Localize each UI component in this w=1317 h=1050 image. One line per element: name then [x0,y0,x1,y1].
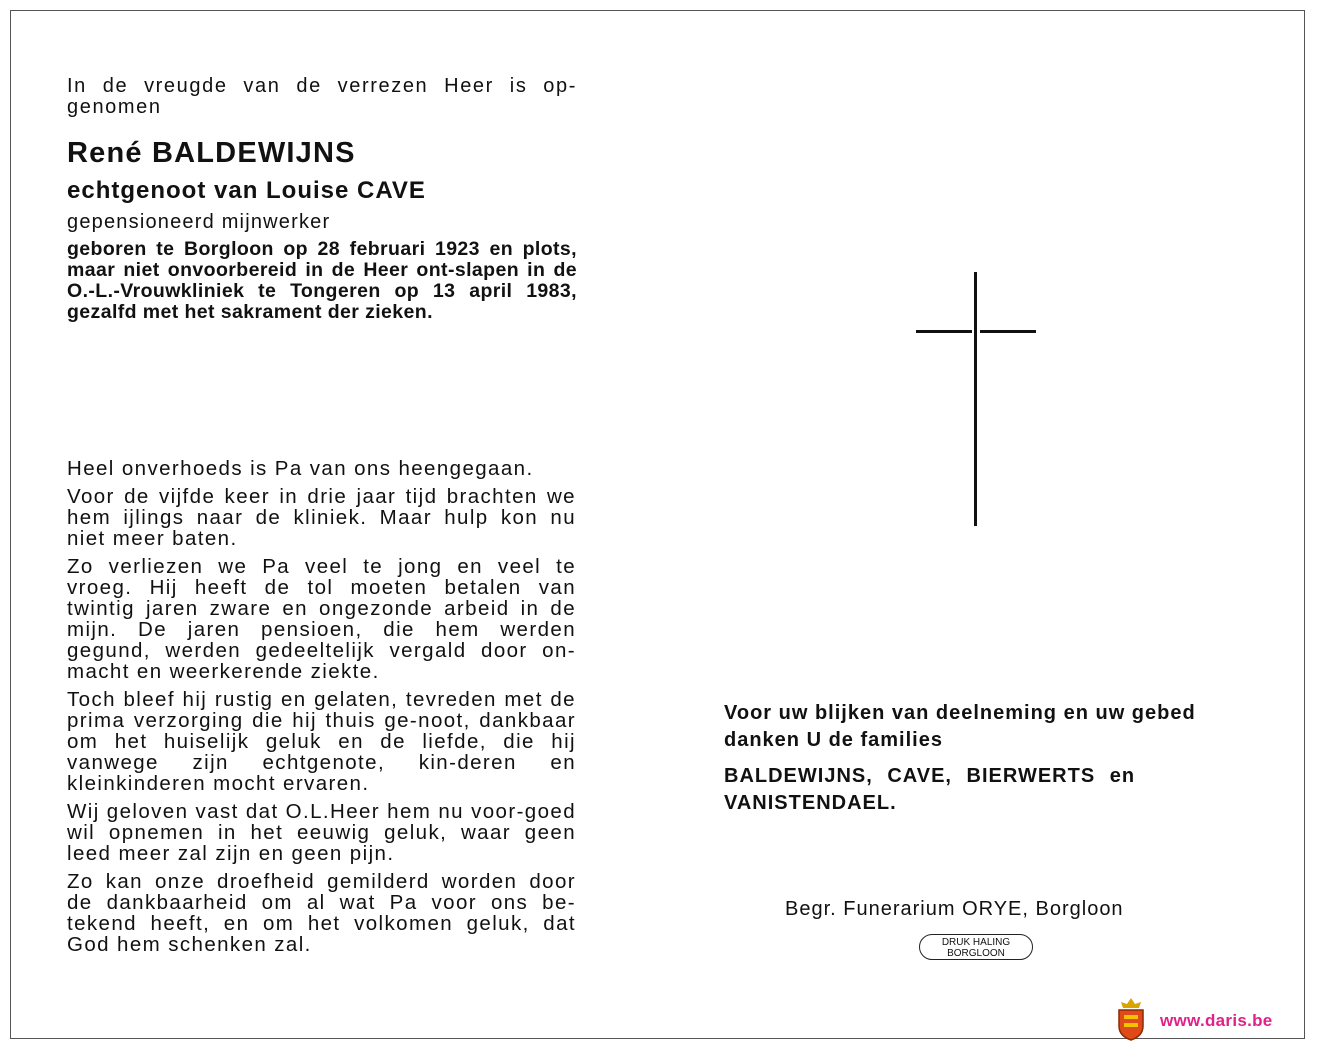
thanks-section [724,700,1244,817]
funeral-home-line: Begr. Funerarium ORYE, Borgloon [785,898,1124,920]
obituary-body [67,458,576,962]
intro-text: In de vreugde van de verrezen Heer is op-genomen [67,75,577,118]
body-paragraph: Heel onverhoeds is Pa van ons heengegaan. [67,457,534,480]
birth-death-text: geboren te Borgloon op 28 februari 1923 en plots, maar niet onvoorbereid in de Heer ont-slapen in de O.-L.-Vrouwkliniek te Tongeren op 13 april 1983, gezalfd met het sakrament der zieken. [67,238,577,323]
spouse-line: echtgenoot van Louise CAVE [67,177,426,204]
families-line: BALDEWIJNS, CAVE, BIERWERTS en VANISTENDAEL. [724,765,1136,814]
printer-town: BORGLOON [947,948,1005,959]
printer-stamp [919,934,1033,960]
cross-icon [916,272,1036,526]
body-paragraph: Toch bleef hij rustig en gelaten, tevreden met de prima verzorging die hij thuis ge-noot, dankbaar om het huiselijk geluk en de liefde, die hij vanwege zijn echtgenote, kin-deren en kleinkinderen mocht ervaren. [67,688,576,795]
body-paragraph: Zo verliezen we Pa veel te jong en veel te vroeg. Hij heeft de tol moeten betalen van twintig jaren zware en ongezonde arbeid in de mijn. De jaren pensioen, die hem werden gegund, werden gedeeltelijk vergald door on-macht en weerkerende ziekte. [67,555,576,683]
body-paragraph: Wij geloven vast dat O.L.Heer hem nu voor-goed wil opnemen in het eeuwig geluk, waar geen leed meer zal zijn en geen pijn. [67,800,576,865]
body-paragraph: Zo kan onze droefheid gemilderd worden door de dankbaarheid om al wat Pa voor ons be-tekend heeft, en om het volkomen geluk, dat God hem schenken zal. [67,870,576,956]
watermark-text[interactable]: www.daris.be [1160,1011,1273,1030]
crest-icon [1115,996,1147,1042]
body-paragraph: Voor de vijfde keer in drie jaar tijd brachten we hem ijlings naar de kliniek. Maar hulp kon nu niet meer baten. [67,485,576,550]
occupation-line: gepensioneerd mijnwerker [67,211,331,233]
thanks-line: Voor uw blijken van deelneming en uw gebed danken U de families [724,702,1196,751]
obituary-header [67,76,577,323]
deceased-name: René BALDEWIJNS [67,137,356,169]
printer-name: DRUK HALING [941,937,1011,948]
